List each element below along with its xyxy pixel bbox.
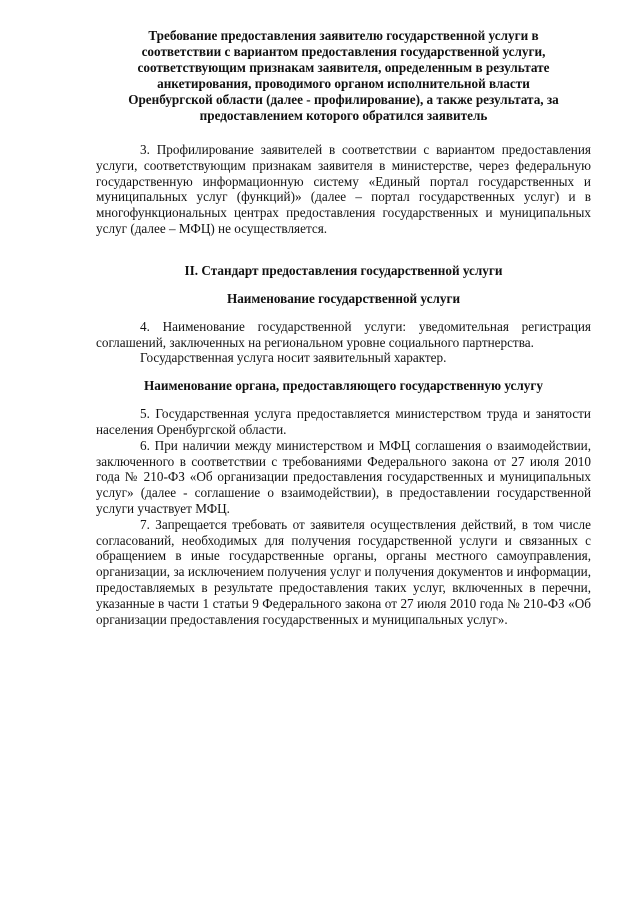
- title-line: анкетирования, проводимого органом исполнительной власти: [157, 76, 530, 91]
- subsection-name-title: Наименование государственной услуги: [226, 290, 461, 306]
- paragraph-5: 5. Государственная услуга предоставляется министерством труда и занятости населения Оренбургской области.: [96, 406, 591, 437]
- subsection-organ-title: Наименование органа, предоставляющего государственную услугу: [144, 378, 543, 394]
- spacer: [96, 237, 591, 263]
- title-line: соответствующим признакам заявителя, определенным в результате: [137, 60, 550, 75]
- title-line: Оренбургской области (далее - профилирование), а также результата, за: [128, 92, 559, 107]
- paragraph-6: 6. При наличии между министерством и МФЦ соглашения о взаимодействии, заключенного в соответствии с требованиями Федерального закона от 27 июля 2010 года № 210-ФЗ «Об организации предоставления государственных и муниципальных услуг» (далее - соглашение о взаимодействии), в предоставлении государственной услуги участвует МФЦ.: [96, 437, 591, 516]
- paragraph-7: 7. Запрещается требовать от заявителя осуществления действий, в том числе согласований, необходимых для получения государственной услуги и связанных с обращением в иные государственные органы, органы местного самоуправления, организации, за исключением получения услуг и получения документов и информации, предоставляемых в результате предоставления таких услуг, включенных в перечни, указанные в части 1 статьи 9 Федерального закона от 27 июля 2010 года № 210-ФЗ «Об организации предоставления государственных и муниципальных услуг».: [96, 516, 591, 627]
- title-line: Требование предоставления заявителю государственной услуги в: [148, 28, 539, 43]
- document-title: [96, 28, 591, 124]
- paragraph-4b: Государственная услуга носит заявительный характер.: [140, 350, 447, 366]
- paragraph-3: 3. Профилирование заявителей в соответствии с вариантом предоставления услуги, соответствующим признакам заявителя в министерстве, через федеральную государственную информационную систему «Единый портал государственных и муниципальных услуг (функций)» (далее – портал государственных услуг) и в многофункциональных центрах предоставления государственных и муниципальных услуг (далее – МФЦ) не осуществляется.: [96, 142, 591, 236]
- title-line: соответствии с вариантом предоставления государственной услуги,: [141, 44, 546, 59]
- paragraph-4: 4. Наименование государственной услуги: уведомительная регистрация соглашений, заключенных на региональном уровне социального партнерства.: [96, 318, 591, 350]
- section-2-title: II. Стандарт предоставления государственной услуги: [184, 262, 503, 278]
- document-page: [96, 28, 591, 627]
- title-line: предоставлением которого обратился заявитель: [199, 108, 488, 123]
